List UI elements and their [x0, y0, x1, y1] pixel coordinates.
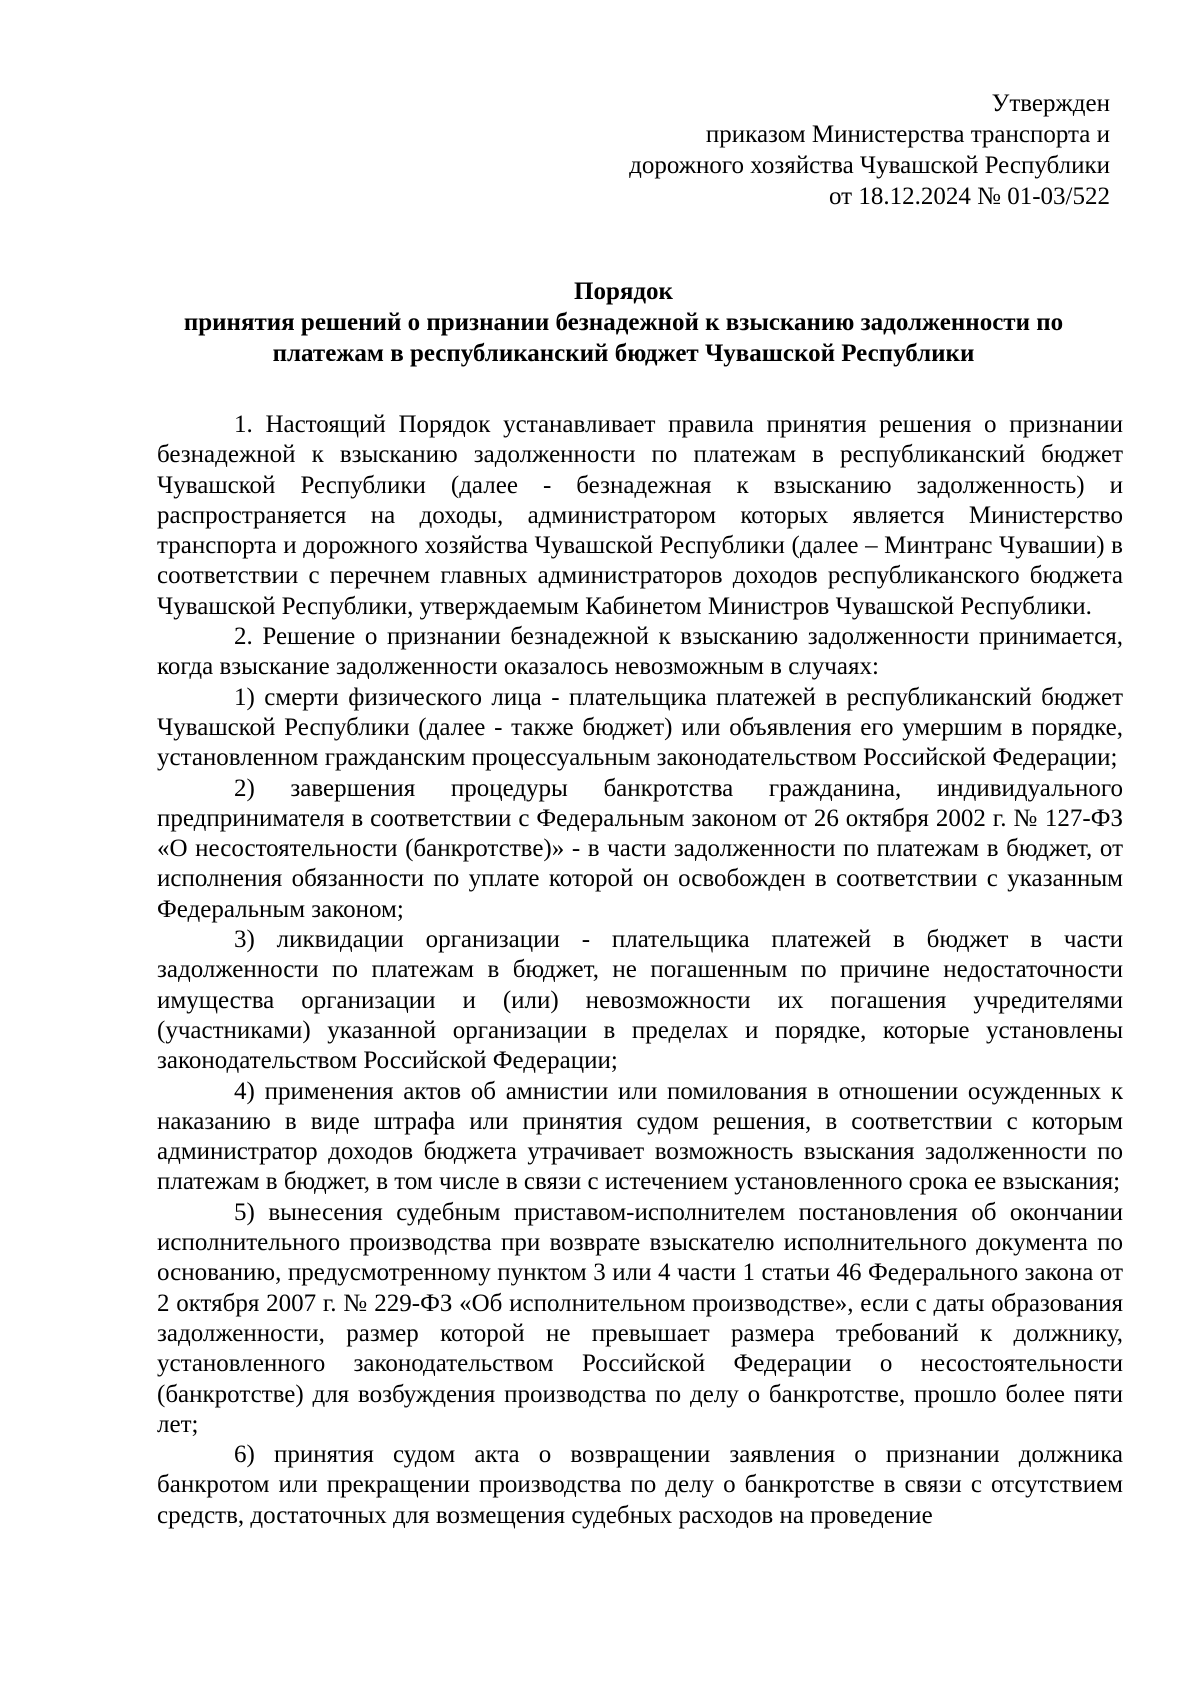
paragraph-item-3: 3) ликвидации организации - плательщика платежей в бюджет в части задолженности по платежам в бюджет, не погашенным по причине недостаточности имущества организации и (или) невозможности их погашения учредителями (участниками) указанной организации в пределах и порядке, которые установлены законодательством Российской Федерации; [157, 926, 1123, 1075]
title-heading: Порядок [574, 278, 673, 305]
document-title [150, 276, 1097, 369]
title-subtitle-line-1: принятия решений о признании безнадежной к взысканию задолженности по [183, 309, 1064, 336]
paragraph-1: 1. Настоящий Порядок устанавливает правила принятия решения о признании безнадежной к взысканию задолженности по платежам в республиканский бюджет Чувашской Республики (далее - безнадежная к взысканию задолженность) и распространяется на доходы, администратором которых является Министерство транспорта и дорожного хозяйства Чувашской Республики (далее – Минтранс Чувашии) в соответствии с перечнем главных администраторов доходов республиканского бюджета Чувашской Республики, утверждаемым Кабинетом Министров Чувашской Республики. [157, 411, 1123, 620]
approval-line-1: Утвержден [991, 90, 1110, 117]
paragraph-item-1: 1) смерти физического лица - плательщика платежей в республиканский бюджет Чувашской Республики (далее - также бюджет) или объявления его умершим в порядке, установленном гражданским процессуальным законодательством Российской Федерации; [157, 683, 1123, 772]
paragraph-item-5: 5) вынесения судебным приставом-исполнителем постановления об окончании исполнительного производства при возврате взыскателю исполнительного документа по основанию, предусмотренному пунктом 3 или 4 части 1 статьи 46 Федерального закона от 2 октября 2007 г. № 229-ФЗ «Об исполнительном производстве», если с даты образования задолженности, размер которой не превышает размера требований к должнику, установленного законодательством Российской Федерации о несостоятельности (банкротстве) для возбуждения производства по делу о банкротстве, прошло более пяти лет; [157, 1198, 1123, 1438]
paragraph-item-4: 4) применения актов об амнистии или помилования в отношении осужденных к наказанию в виде штрафа или принятия судом решения, в соответствии с которым администратор доходов бюджета утрачивает возможность взыскания задолженности по платежам в бюджет, в том числе в связи с истечением установленного срока ее взыскания; [157, 1077, 1123, 1196]
title-subtitle-line-2: платежам в республиканский бюджет Чувашской Республики [272, 340, 975, 367]
document-body [157, 410, 1123, 1531]
paragraph-item-2: 2) завершения процедуры банкротства гражданина, индивидуального предпринимателя в соответствии с Федеральным законом от 26 октября 2002 г. № 127-ФЗ «О несостоятельности (банкротстве)» - в части задолженности по платежам в бюджет, от исполнения обязанности по уплате которой он освобожден в соответствии с указанным Федеральным законом; [157, 774, 1123, 923]
approval-line-3: дорожного хозяйства Чувашской Республики [629, 152, 1110, 179]
paragraph-item-6: 6) принятия судом акта о возвращении заявления о признании должника банкротом или прекращении производства по делу о банкротстве в связи с отсутствием средств, достаточных для возмещения судебных расходов на проведение [157, 1441, 1123, 1529]
approval-line-4: от 18.12.2024 № 01-03/522 [829, 183, 1110, 210]
approval-stamp-block [629, 88, 1110, 212]
paragraph-2: 2. Решение о признании безнадежной к взысканию задолженности принимается, когда взыскание задолженности оказалось невозможным в случаях: [157, 623, 1123, 681]
approval-line-2: приказом Министерства транспорта и [705, 121, 1110, 148]
